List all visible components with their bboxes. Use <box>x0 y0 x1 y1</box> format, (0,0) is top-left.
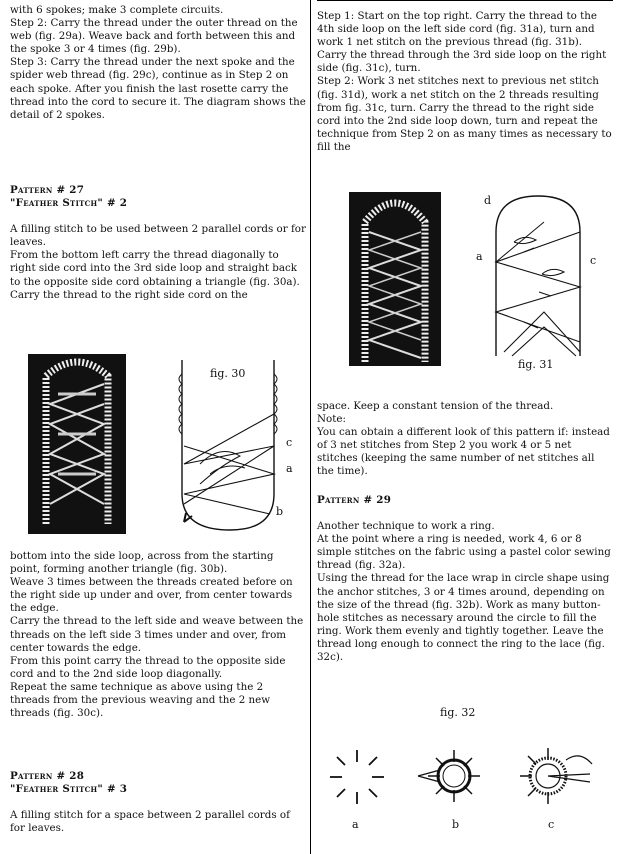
fig30-label-b: b <box>276 505 284 518</box>
pattern27-para1: A filling stitch to be used between 2 parallel cords or for leaves. <box>10 223 306 249</box>
space-text: space. Keep a constant tension of the thread. <box>317 400 554 412</box>
pattern27-subtitle: "Feather Stitch" # 2 <box>10 197 128 210</box>
fig31-lace-photo <box>349 192 441 366</box>
pattern29-para1: Another technique to work a ring. <box>317 520 495 533</box>
pattern28-subtitle: "Feather Stitch" # 3 <box>10 783 128 796</box>
pattern28-title: Pattern # 28 <box>10 770 85 782</box>
r-step2: Step 2: Work 3 net stitches next to previous net stitch (fig. 31d), work a net stitch on the 2 threads resulting from fig. 31c, turn. Carry the thread to the right side cord into the 2nd side loop down, turn and repeat the technique from Step 2 on as many times as necessary to fill the <box>317 75 612 153</box>
cont-para5: Repeat the same technique as above using the 2 threads from the previous weaving and the 2 new threads (fig. 30c). <box>10 680 271 720</box>
r-step1: Step 1: Start on the top right. Carry the thread to the 4th side loop on the left side cord (fig. 31a), turn and work 1 net stitch on the previous thread (fig. 31b). Carry the thread through the 3rd side loop on the right side (fig. 31c), turn. <box>317 10 607 75</box>
left-intro <box>10 4 306 122</box>
intro-line: with 6 spokes; make 3 complete circuits. <box>10 4 224 16</box>
fig32b-diagram <box>414 740 494 810</box>
column-divider <box>310 0 311 854</box>
left-continued <box>10 550 306 720</box>
fig30-label: fig. 30 <box>210 367 246 380</box>
fig32c-diagram <box>508 740 598 810</box>
right-after-fig31 <box>317 400 613 479</box>
pattern29-para2: At the point where a ring is needed, work 4, 6 or 8 simple stitches on the fabric using a pastel color sewing thread (fig. 32a). <box>317 533 611 572</box>
fig32b-label: b <box>452 818 460 831</box>
cont-para1: bottom into the side loop, across from the starting point, forming another triangle (fig. 30b). <box>10 550 274 576</box>
fig31-label: fig. 31 <box>518 358 554 371</box>
pattern27-para2: From the bottom left carry the thread diagonally to right side cord into the 3rd side loop and straight back to the opposite side cord obtaining a triangle (fig. 30a). <box>10 249 300 288</box>
pattern28-para: A filling stitch for a space between 2 parallel cords of for leaves. <box>10 809 290 835</box>
fig31-diagram <box>484 192 604 362</box>
note-text: You can obtain a different look of this pattern if: instead of 3 net stitches from Step 2 you work 4 or 5 net stitches (keeping the same number of net stitches all the time). <box>317 426 610 478</box>
fig32a-diagram <box>322 742 392 812</box>
right-steps <box>317 10 613 154</box>
fig31-label-d: d <box>484 194 492 207</box>
fig30-label-c: c <box>286 436 293 449</box>
fig32-label: fig. 32 <box>440 706 476 719</box>
cont-para4: From this point carry the thread to the opposite side cord and to the 2nd side loop diagonally. <box>10 654 286 680</box>
pattern27-para3: Carry the thread to the right side cord on the <box>10 288 248 301</box>
note-label: Note: <box>317 413 346 426</box>
fig30-lace-photo <box>28 354 126 534</box>
pattern29-section <box>317 494 613 664</box>
fig32a-label: a <box>352 818 359 831</box>
pattern27-title: Pattern # 27 <box>10 184 85 196</box>
pattern28-section <box>10 770 306 835</box>
pattern29-para3: Using the thread for the lace wrap in circle shape using the anchor stitches, 3 or 4 times around, depending on the size of the thread (fig. 32b). Work as many button-hole stitches as necessary around the circle to fill the ring. Work them evenly and tightly together. Leave the thread long enough to connect the ring to the lace (fig. 32c). <box>317 572 610 664</box>
pattern29-title: Pattern # 29 <box>317 494 392 506</box>
step2-text: Step 2: Carry the thread under the outer thread on the web (fig. 29a). Weave back and forth between this and the spoke 3 or 4 times (fig. 29b). <box>10 17 298 56</box>
fig32c-label: c <box>548 818 555 831</box>
step3-text: Step 3: Carry the thread under the next spoke and the spider web thread (fig. 29c), continue as in Step 2 on each spoke. After you finish the last rosette carry the thread into the cord to secure it. The diagram shows the detail of 2 spokes. <box>10 56 306 121</box>
cont-para2: Weave 3 times between the threads created before on the right side up under and over, from center towards the edge. <box>10 576 293 615</box>
fig31-label-a: a <box>476 250 483 263</box>
pattern27-section <box>10 184 306 302</box>
cont-para3: Carry the thread to the left side and weave between the threads on the left side 3 times under and over, from center towards the edge. <box>10 615 304 654</box>
top-rule <box>317 0 613 1</box>
fig31-label-c: c <box>590 254 597 267</box>
fig30-label-a: a <box>286 462 293 475</box>
